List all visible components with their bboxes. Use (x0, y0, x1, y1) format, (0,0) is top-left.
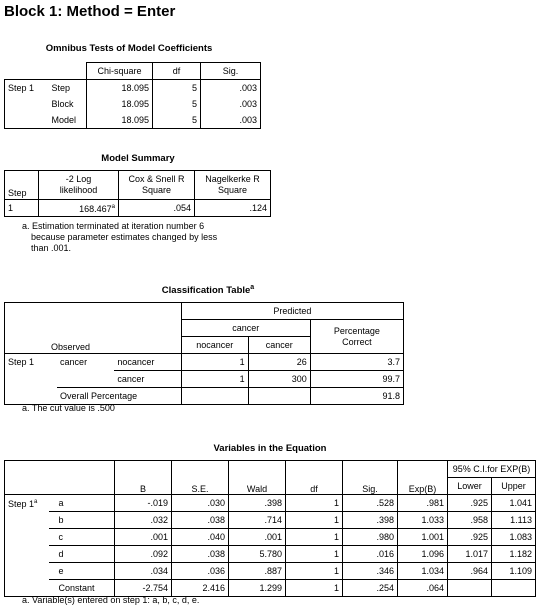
classification-note: a. The cut value is .500 (22, 403, 115, 413)
variables-header-upper: Upper (492, 478, 536, 495)
cell-value: .346 (343, 563, 398, 580)
classification-title: Classification Table$^a$ (161, 284, 255, 297)
model-summary-header-nag: Nagelkerke R Square (195, 171, 271, 200)
cell-value: .036 (172, 563, 229, 580)
cell-value (492, 580, 536, 597)
block-title: Block 1: Method = Enter (4, 3, 176, 20)
cell-value: .040 (172, 529, 229, 546)
cell-value: .528 (343, 495, 398, 512)
cell-value: -.019 (115, 495, 172, 512)
cell-value: 18.095 (87, 80, 153, 97)
cell-value: 1.182 (492, 546, 536, 563)
table-row (5, 495, 536, 512)
variables-header-sig: Sig. (343, 461, 398, 495)
classification-nocancer-col: nocancer (181, 337, 248, 354)
cell-value: .714 (229, 512, 286, 529)
row-label: Overall Percentage (57, 388, 181, 405)
cell-value: .003 (201, 80, 261, 97)
cell-value: .016 (343, 546, 398, 563)
variables-header-expb: Exp(B) (398, 461, 448, 495)
cell-value: 300 (248, 371, 310, 388)
cell-value: 5 (153, 112, 201, 129)
cell-value: .887 (229, 563, 286, 580)
table-row (5, 546, 536, 563)
row-label: nocancer (114, 354, 181, 371)
table-row (5, 512, 536, 529)
cell-value: .981 (398, 495, 448, 512)
cell-value (448, 580, 492, 597)
variables-header-wald: Wald (229, 461, 286, 495)
cell-value: .254 (343, 580, 398, 597)
table-row (5, 388, 404, 405)
variables-header-df: df (286, 461, 343, 495)
table-row (5, 112, 261, 129)
row-label: c (49, 529, 115, 546)
table-row (5, 354, 404, 371)
omnibus-header-chi: Chi-square (87, 63, 153, 80)
cell-value: 1.109 (492, 563, 536, 580)
variables-table (4, 460, 536, 597)
classification-cancer-col: cancer (248, 337, 310, 354)
table-row (5, 96, 261, 112)
cell-value: .038 (172, 512, 229, 529)
cell-value: 1.001 (398, 529, 448, 546)
variables-step: Step 1$^a$ (5, 495, 49, 512)
cell-value: 5 (153, 96, 201, 112)
cell-value: 1 (286, 512, 343, 529)
cell-value: 1.034 (398, 563, 448, 580)
variables-note: a. Variable(s) entered on step 1: a, b, c, d, e. (22, 595, 200, 605)
cell-value: 1 (286, 546, 343, 563)
cell-value: .064 (398, 580, 448, 597)
model-summary-header-cox: Cox & Snell R Square (119, 171, 195, 200)
cell-value: 1 (286, 563, 343, 580)
omnibus-title: Omnibus Tests of Model Coefficients (45, 43, 213, 54)
cell-value: 1 (181, 354, 248, 371)
omnibus-header-sig: Sig. (201, 63, 261, 80)
omnibus-step: Step 1 (5, 80, 49, 97)
model-summary-note: a. Estimation terminated at iteration number 6 because parameter estimates changed by less than .001. (22, 221, 218, 253)
table-row (5, 529, 536, 546)
variables-title: Variables in the Equation (213, 443, 327, 454)
cell-value: 1.033 (398, 512, 448, 529)
cell-value: 18.095 (87, 96, 153, 112)
cell-value: 1 (181, 371, 248, 388)
cell-value: 1 (286, 495, 343, 512)
variables-header-lower: Lower (448, 478, 492, 495)
cell-value: .964 (448, 563, 492, 580)
cell-value: 2.416 (172, 580, 229, 597)
omnibus-header-df: df (153, 63, 201, 80)
cell-value: 99.7 (310, 371, 403, 388)
omnibus-table (4, 62, 261, 129)
cell-value: 1 (286, 529, 343, 546)
cell-value: 18.095 (87, 112, 153, 129)
table-row (5, 563, 536, 580)
table-row (5, 580, 536, 597)
row-label: 1 (5, 200, 39, 217)
cell-value: 26 (248, 354, 310, 371)
cell-value: 1.113 (492, 512, 536, 529)
cell-value: .030 (172, 495, 229, 512)
cell-value: 168.467$^a$ (39, 200, 119, 217)
cell-value: .398 (343, 512, 398, 529)
classification-observed: Observed (5, 303, 182, 354)
cell-value: .003 (201, 112, 261, 129)
cell-value: .958 (448, 512, 492, 529)
cell-value: 5.780 (229, 546, 286, 563)
classification-table (4, 302, 404, 405)
cell-value: .092 (115, 546, 172, 563)
model-summary-header-ll: -2 Log likelihood (39, 171, 119, 200)
row-label: Constant (49, 580, 115, 597)
cell-value: -2.754 (115, 580, 172, 597)
row-label: Step (49, 80, 87, 97)
cell-value: .001 (229, 529, 286, 546)
cell-value: 1.041 (492, 495, 536, 512)
cell-value: .003 (201, 96, 261, 112)
row-label: cancer (114, 371, 181, 388)
cell-value: .034 (115, 563, 172, 580)
cell-value: .032 (115, 512, 172, 529)
row-label: d (49, 546, 115, 563)
cell-value: .925 (448, 495, 492, 512)
cell-value: 5 (153, 80, 201, 97)
variables-header-b: B (115, 461, 172, 495)
cell-value: 1 (286, 580, 343, 597)
cell-value: .124 (195, 200, 271, 217)
cell-value: 1.017 (448, 546, 492, 563)
row-label: b (49, 512, 115, 529)
model-summary-title: Model Summary (101, 153, 175, 164)
row-label: cancer (57, 354, 114, 371)
cell-value: 3.7 (310, 354, 403, 371)
model-summary-step-header: Step (5, 171, 39, 200)
cell-value: 1.083 (492, 529, 536, 546)
classification-pct-header: Percentage Correct (310, 320, 403, 354)
row-label: Step 1 (5, 354, 58, 371)
row-label: e (49, 563, 115, 580)
classification-predicted: Predicted (181, 303, 403, 320)
cell-value: .038 (172, 546, 229, 563)
table-row (5, 80, 261, 97)
variables-ci-header: 95% C.I.for EXP(B) (448, 461, 536, 478)
cell-value: 91.8 (310, 388, 403, 405)
classification-cancer-header: cancer (181, 320, 310, 337)
cell-value: 1.299 (229, 580, 286, 597)
row-label: a (49, 495, 115, 512)
model-summary-table (4, 170, 271, 217)
variables-header-se: S.E. (172, 461, 229, 495)
cell-value: .054 (119, 200, 195, 217)
cell-value: .001 (115, 529, 172, 546)
cell-value: .398 (229, 495, 286, 512)
cell-value: 1.096 (398, 546, 448, 563)
cell-value: .925 (448, 529, 492, 546)
table-row (5, 371, 404, 388)
row-label: Block (49, 96, 87, 112)
table-row (5, 200, 271, 217)
cell-value: .980 (343, 529, 398, 546)
row-label: Model (49, 112, 87, 129)
